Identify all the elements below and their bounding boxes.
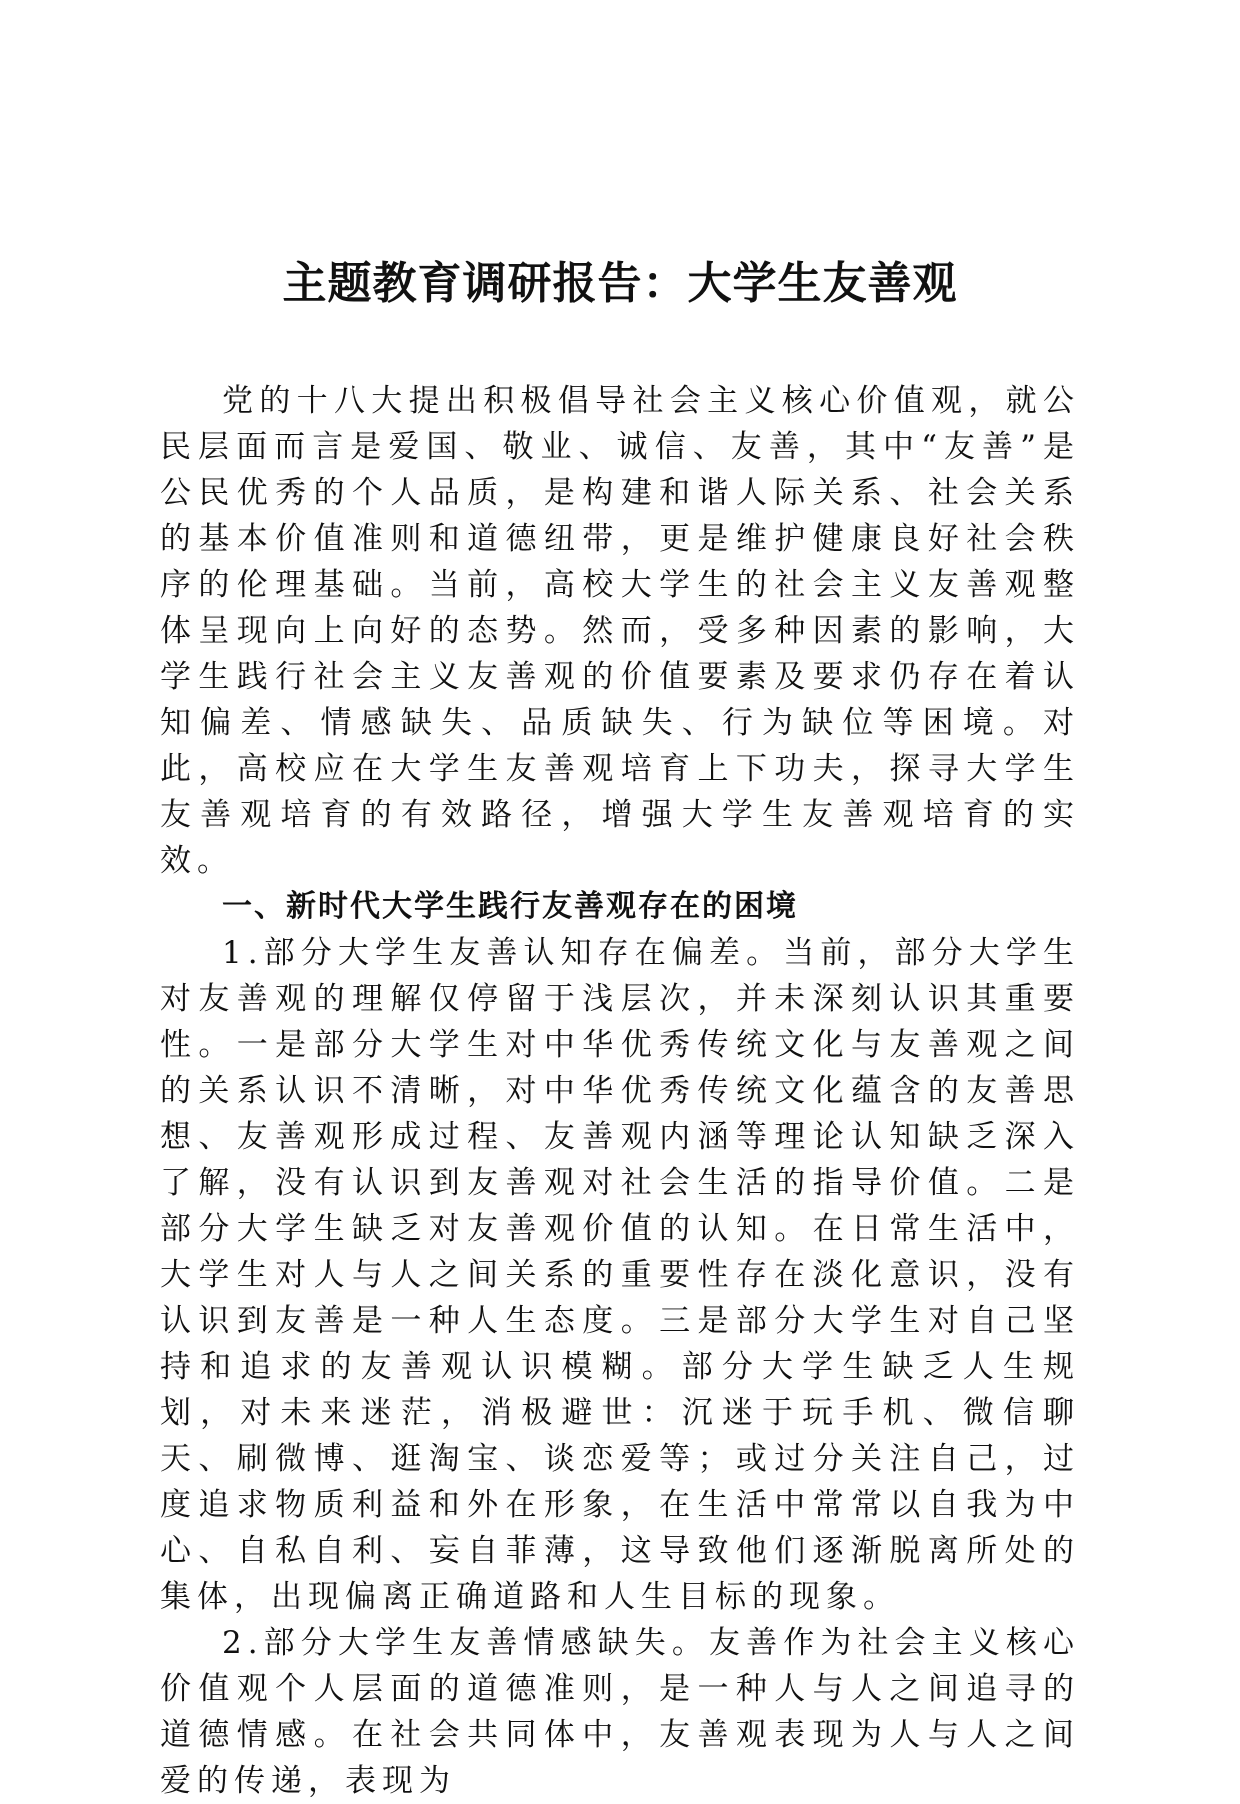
intro-paragraph: 党的十八大提出积极倡导社会主义核心价值观，就公民层面而言是爱国、敬业、诚信、友善，其中“友善”是公民优秀的个人品质，是构建和谐人际关系、社会关系的基本价值准则和道德纽带，更是维护健康良好社会秩序的伦理基础。当前，高校大学生的社会主义友善观整体呈现向上向好的态势。然而，受多种因素的影响，大学生践行社会主义友善观的价值要素及要求仍存在着认知偏差、情感缺失、品质缺失、行为缺位等困境。对此，高校应在大学生友善观培育上下功夫，探寻大学生友善观培育的有效路径，增强大学生友善观培育的实效。 xyxy=(160,383,1080,879)
body-paragraph-2: 2.部分大学生友善情感缺失。友善作为社会主义核心价值观个人层面的道德准则，是一种人与人之间追寻的道德情感。在社会共同体中，友善观表现为人与人之间爱的传递，表现为 xyxy=(160,1625,1080,1799)
section-heading: 一、新时代大学生践行友善观存在的困境 xyxy=(222,889,798,924)
document-title: 主题教育调研报告：大学生友善观 xyxy=(282,258,958,309)
document-body xyxy=(160,378,1080,1804)
body-paragraph-1: 1.部分大学生友善认知存在偏差。当前，部分大学生对友善观的理解仅停留于浅层次，并未深刻认识其重要性。一是部分大学生对中华优秀传统文化与友善观之间的关系认识不清晰，对中华优秀传统文化蕴含的友善思想、友善观形成过程、友善观内涵等理论认知缺乏深入了解，没有认识到友善观对社会生活的指导价值。二是部分大学生缺乏对友善观价值的认知。在日常生活中，大学生对人与人之间关系的重要性存在淡化意识，没有认识到友善是一种人生态度。三是部分大学生对自己坚持和追求的友善观认识模糊。部分大学生缺乏人生规划，对未来迷茫，消极避世：沉迷于玩手机、微信聊天、刷微博、逛淘宝、谈恋爱等；或过分关注自己，过度追求物质利益和外在形象，在生活中常常以自我为中心、自私自利、妄自菲薄，这导致他们逐渐脱离所处的集体，出现偏离正确道路和人生目标的现象。 xyxy=(160,935,1080,1615)
